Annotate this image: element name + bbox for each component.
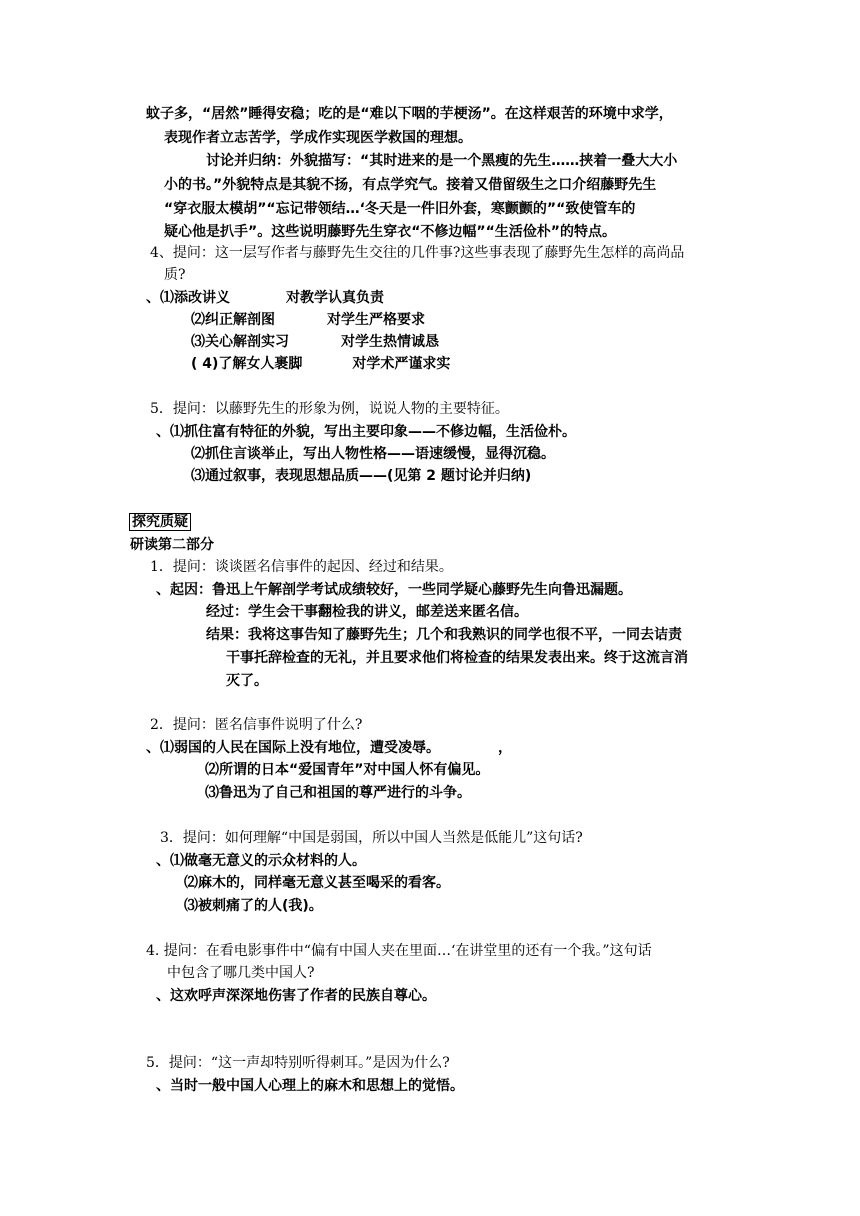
question-line: 4. 提问：在看电影事件中“偏有中国人夹在里面…‘在讲堂里的还有一个我。”这句话 — [146, 943, 652, 959]
answer-line: 经过：学生会干事翻检我的讲义，邮差送来匿名信。 — [206, 604, 528, 620]
list-item-event: 、⑴添改讲义 — [146, 290, 230, 306]
answer-line: 干事托辞检查的无礼，并且要求他们将检查的结果发表出来。终于这流言消 — [226, 650, 688, 666]
list-item-event: ⑶关心解剖实习 — [191, 334, 289, 350]
question-line: 4、提问：这一层写作者与藤野先生交往的几件事?这些事表现了藤野先生怎样的高尚品 — [150, 245, 685, 261]
section-title: 研读第二部分 — [130, 537, 214, 553]
answer-line: 结果：我将这事告知了藤野先生；几个和我熟识的同学也很不平，一同去诘责 — [206, 627, 682, 643]
list-item-quality: 对学术严谨求实 — [352, 356, 451, 372]
paragraph-line: “穿衣服太模胡”“忘记带领结…‘冬天是一件旧外套，寒颤颤的”“致使管车的 — [164, 201, 636, 217]
answer-line: 灭了。 — [226, 673, 268, 689]
answer-line — [146, 738, 512, 758]
list-item-quality: 对学生热情诚恳 — [341, 334, 439, 350]
answer-line: ⑵所谓的日本“爱国青年”对中国人怀有偏见。 — [205, 762, 490, 778]
list-item — [191, 354, 450, 374]
answer-line: ⑵抓住言谈举止，写出人物性格——语速缓慢，显得沉稳。 — [191, 446, 555, 462]
stray-comma: ， — [498, 740, 512, 756]
list-item — [146, 288, 384, 308]
answer-line: 、⑴做毫无意义的示众材料的人。 — [156, 853, 366, 869]
question-line: 质? — [164, 267, 186, 283]
answer-line: 、这欢呼声深深地伤害了作者的民族自尊心。 — [156, 988, 436, 1004]
list-item-event: ⑵纠正解剖图 — [191, 312, 275, 328]
section-heading-box — [129, 512, 191, 532]
answer-line: 、当时一般中国人心理上的麻木和思想上的觉悟。 — [156, 1078, 464, 1094]
list-item — [191, 332, 439, 352]
answer-line: ⑵麻木的，同样毫无意义甚至喝采的看客。 — [184, 875, 450, 891]
paragraph-line: 蚊子多，“居然”睡得安稳；吃的是“难以下咽的芋梗汤”。在这样艰苦的环境中求学， — [146, 106, 673, 122]
paragraph-line: 小的书。”外貌特点是其貌不扬，有点学究气。接着又借留级生之口介绍藤野先生 — [164, 177, 657, 193]
answer-line: 、⑴抓住富有特征的外貌，写出主要印象——不修边幅，生活俭朴。 — [156, 424, 576, 440]
question-line: 5．提问：“这一声却特别听得刺耳。”是因为什么? — [146, 1055, 450, 1071]
answer-line: ⑶通过叙事，表现思想品质——(见第 2 题讨论并归纳) — [191, 468, 532, 484]
paragraph-line: 疑心他是扒手”。这些说明藤野先生穿衣“不修边幅”“生活俭朴”的特点。 — [164, 224, 617, 240]
list-item-quality: 对学生严格要求 — [327, 312, 425, 328]
list-item — [191, 310, 425, 330]
question-line: 5．提问：以藤野先生的形象为例，说说人物的主要特征。 — [150, 401, 509, 417]
paragraph-line: 讨论并归纳：外貌描写：“其时进来的是一个黑瘦的先生……挟着一叠大大小 — [206, 153, 678, 169]
list-item-event: ( 4)了解女人裹脚 — [191, 356, 303, 372]
paragraph-line: 表现作者立志苦学，学成作实现医学救国的理想。 — [164, 130, 472, 146]
answer-text: 、⑴弱国的人民在国际上没有地位，遭受凌辱。 — [146, 740, 440, 756]
answer-line: ⑶鲁迅为了自己和祖国的尊严进行的斗争。 — [205, 785, 471, 801]
answer-line: ⑶被刺痛了的人(我)。 — [184, 898, 323, 914]
question-line: 3．提问：如何理解“中国是弱国，所以中国人当然是低能儿”这句话? — [160, 830, 583, 846]
question-line: 中包含了哪几类中国人? — [167, 965, 315, 981]
section-box-label: 探究质疑 — [129, 513, 191, 531]
question-line: 2．提问：匿名信事件说明了什么? — [150, 717, 363, 733]
list-item-quality: 对教学认真负责 — [286, 290, 384, 306]
question-line: 1．提问：谈谈匿名信事件的起因、经过和结果。 — [150, 559, 453, 575]
answer-line: 、起因：鲁迅上午解剖学考试成绩较好，一些同学疑心藤野先生向鲁迅漏题。 — [156, 582, 632, 598]
